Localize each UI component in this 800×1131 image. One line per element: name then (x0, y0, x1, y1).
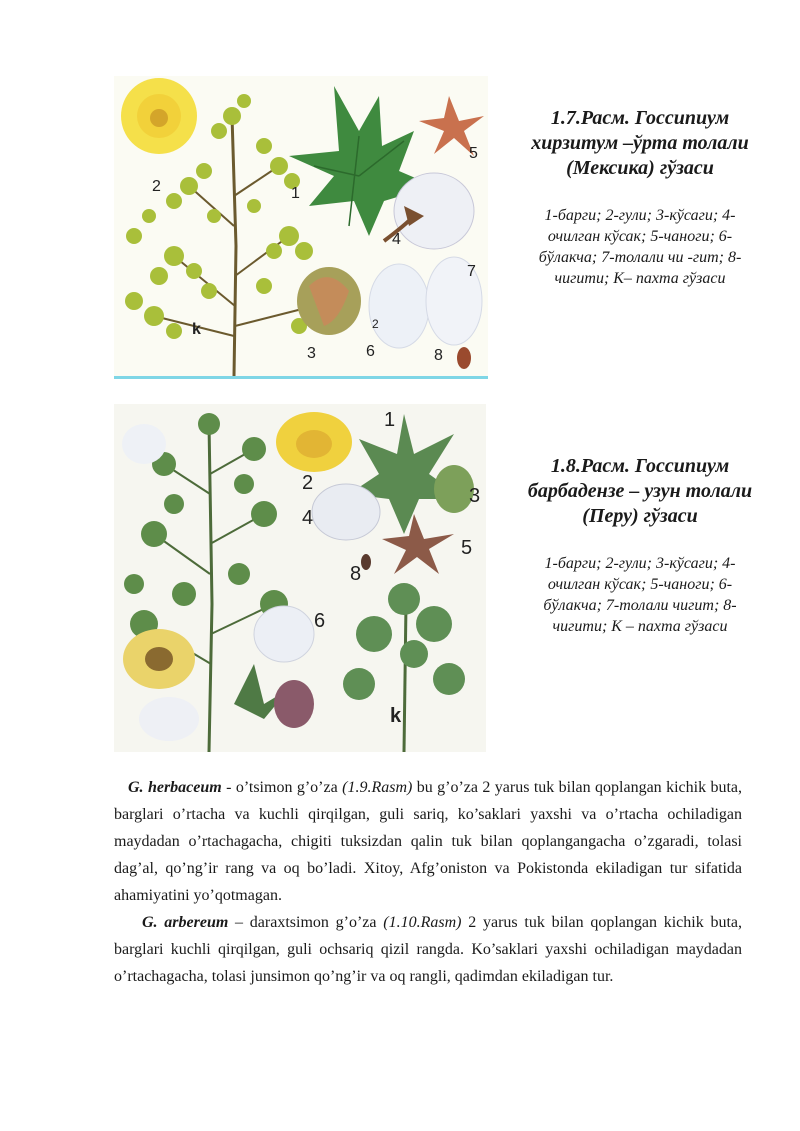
figure-1-7-caption (520, 106, 760, 289)
species-name: G. herbaceum (128, 779, 222, 796)
label-1: 1 (384, 409, 396, 431)
paragraph-text-b: 2 yarus tuk bilan qoplangan kichik buta, barglari kuchli qirqilgan, guli ochsariq qizil rangda. Ko’saklari yaxshi ochiladigan maydadan o’rtachagacha, tolasi junsimon qo’ng’ir va oq rangli, qadimdan ekiladigan tur. (114, 914, 743, 985)
label-4: 4 (302, 507, 314, 529)
label-2-small: 2 (372, 317, 379, 331)
label-k: k (390, 705, 402, 727)
figure-1-8-caption (520, 454, 760, 637)
label-3: 3 (469, 485, 481, 507)
label-k: k (192, 321, 201, 338)
label-8: 8 (350, 563, 362, 585)
figure-1-8-illustration (114, 404, 486, 752)
label-6: 6 (366, 343, 375, 360)
body-text (114, 774, 742, 990)
figure-1-8-legend: 1-барги; 2-гули; 3-кўсаги; 4-очилган кўсак; 5-чаноги; 6-бўлакча; 7-толали чигит; 8-чигити; К – пахта гўзаси (543, 555, 737, 635)
label-6: 6 (314, 610, 326, 632)
figure-1-7-title: 1.7.Расм. Госсипиум хирзитум –ўрта толали (Мексика) гўзаси (531, 107, 749, 179)
species-name: G. arbereum (142, 914, 229, 931)
figure-reference: (1.10.Rasm) (383, 914, 462, 931)
paragraph-arbereum (114, 909, 742, 990)
paragraph-text-a: – daraxtsimon g’o’za (228, 914, 384, 931)
yellow-flower-drawing (276, 412, 352, 472)
label-8: 8 (434, 347, 443, 364)
label-2: 2 (302, 472, 314, 494)
yellow-flower-drawing (121, 78, 197, 154)
figure-1-7-illustration (114, 76, 488, 379)
label-7: 7 (467, 263, 476, 280)
paragraph-herbaceum (114, 774, 742, 909)
label-2: 2 (152, 178, 161, 195)
boll-drawing (297, 267, 361, 335)
label-5: 5 (469, 145, 478, 162)
label-1: 1 (291, 185, 300, 202)
label-5: 5 (461, 537, 473, 559)
paragraph-text-a: - o’tsimon g’o’za (221, 779, 343, 796)
figure-1-8-title: 1.8.Расм. Госсипиум барбадензе – узун толали (Перу) гўзаси (527, 455, 753, 527)
figure-1-7-legend: 1-барги; 2-гули; 3-кўсаги; 4-очилган кўсак; 5-чаноги; 6-бўлакча; 7-толали чи -гит; 8-чигити; К– пахта гўзаси (538, 207, 742, 287)
label-4: 4 (392, 231, 401, 248)
paragraph-text-b: bu g’o’za 2 yarus tuk bilan qoplangan kichik buta, barglari o’rtacha va kuchli qirqilgan, guli sariq, ko’saklari yaxshi va o’rtacha ochiladigan maydadan o’rtachagacha, chigiti tuksizdan qalin tuk bilan qoplangangacha o’zgaradi, tolasi dag’al, qo’ng’ir rang va oq bo’ladi. Xitoy, Afg’oniston va Pokistonda ekiladigan tur sifatida ahamiyatini yo’qotmagan. (114, 779, 743, 904)
label-3: 3 (307, 345, 316, 362)
figure-reference: (1.9.Rasm) (342, 779, 413, 796)
